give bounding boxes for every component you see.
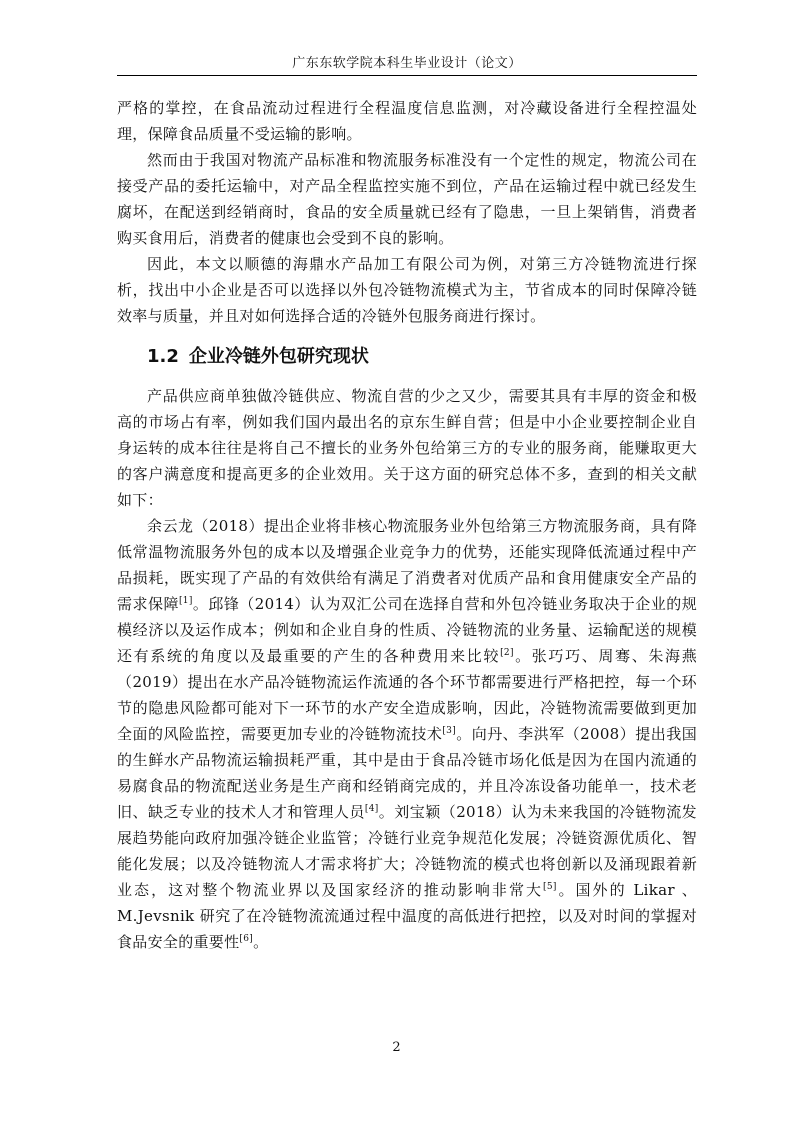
review-text-1: 余云龙（2018）提出企业将非核心物流服务业外包给第三方物流服务商，具有降低常温物流服务外包的成本以及增强企业竞争力的优势，还能实现降低流通过程中产品损耗，既实现了产品的有效供给有满足了消费者对优质产品和食用健康安全产品的需求保障 — [117, 517, 697, 613]
paragraph-purpose: 因此，本文以顺德的海鼎水产品加工有限公司为例，对第三方冷链物流进行探析，找出中小企业是否可以选择以外包冷链物流模式为主，节省成本的同时保障冷链效率与质量，并且对如何选择合适的冷链外包服务商进行探讨。 — [117, 255, 697, 325]
review-text-5: 。刘宝颖（2018）认为未来我国的冷链物流发展趋势能向政府加强冷链企业监管；冷链行业竞争规范化发展；冷链资源优质化、智能化发展；以及冷链物流人才需求将扩大；冷链物流的模式也将创新以及涌现跟着新业态，这对整个物流业界以及国家经济的推动影响非常大 — [117, 803, 697, 899]
section-heading — [117, 343, 697, 371]
review-text-2: 。邱锋（2014）认为双汇公司在选择自营和外包冷链业务取决于企业的规模经济以及运作成本；例如和企业自身的性质、冷链物流的业务量、运输配送的规模还有系统的角度以及最重要的产生的各种费用来比较 — [117, 595, 697, 665]
review-text-4: 。向丹、李洪军（2008）提出我国的生鲜水产品物流运输损耗严重，其中是由于食品冷链市场化低是因为在国内流通的易腐食品的物流配送业务是生产商和经销商完成的，并且冷冻设备功能单一，技术老旧、缺乏专业的技术人才和管理人员 — [117, 725, 697, 821]
citation-1: [1] — [178, 596, 193, 606]
header-rule — [117, 75, 697, 76]
citation-6: [6] — [239, 934, 254, 944]
section-number: 1.2 — [147, 346, 179, 367]
review-text-7: 。 — [253, 933, 269, 951]
section-title: 企业冷链外包研究现状 — [188, 346, 369, 367]
page-body — [117, 95, 697, 955]
paragraph-intro: 产品供应商单独做冷链供应、物流自营的少之又少，需要其具有丰厚的资金和极高的市场占有率，例如我们国内最出名的京东生鲜自营；但是中小企业要控制企业自身运转的成本往往是将自己不擅长的业务外包给第三方的专业的服务商，能赚取更大的客户满意度和提高更多的企业效用。关于这方面的研究总体不多，查到的相关文献如下： — [117, 387, 697, 509]
paragraph-standards: 然而由于我国对物流产品标准和物流服务标准没有一个定性的规定，物流公司在接受产品的委托运输中，对产品全程监控实施不到位，产品在运输过程中就已经发生腐坏，在配送到经销商时，食品的安全质量就已经有了隐患，一旦上架销售，消费者购买食用后，消费者的健康也会受到不良的影响。 — [117, 151, 697, 247]
citation-3: [3] — [442, 726, 457, 736]
citation-2: [2] — [500, 648, 514, 658]
running-header: 广东东软学院本科生毕业设计（论文） — [292, 56, 522, 71]
paragraph-literature-review — [117, 513, 697, 955]
paragraph-continuation: 严格的掌控，在食品流动过程进行全程温度信息监测，对冷藏设备进行全程控温处理，保障食品质量不受运输的影响。 — [117, 99, 697, 143]
review-text-3: 。张巧巧、周骞、朱海燕（2019）提出在水产品冷链物流运作流通的各个环节都需要进行严格把控，每一个环节的隐患风险都可能对下一环节的水产安全造成影响，因此，冷链物流需要做到更加全面的风险监控，需要更加专业的冷链物流技术 — [117, 647, 697, 743]
citation-4: [4] — [364, 804, 379, 814]
citation-5: [5] — [543, 882, 557, 892]
page-number: 2 — [392, 1040, 401, 1055]
review-text-6: 。国外的 Likar 、M.Jevsnik 研究了在冷链物流流通过程中温度的高低进行把控，以及对时间的掌握对食品安全的重要性 — [117, 881, 697, 951]
